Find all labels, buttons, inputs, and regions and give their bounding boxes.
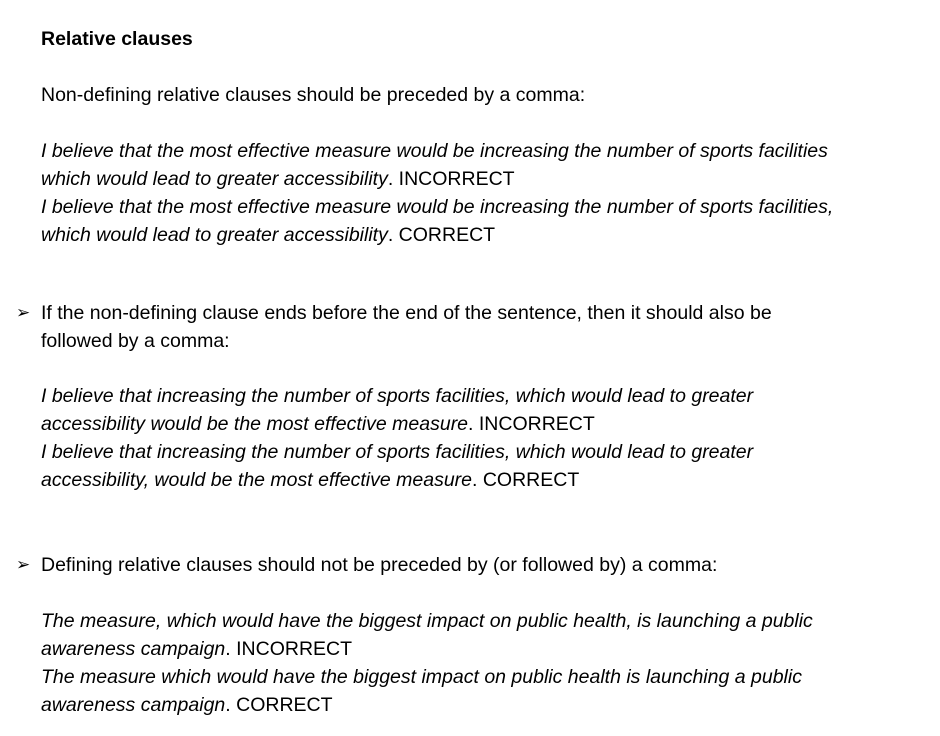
- example-2-correct-line-2: [41, 466, 921, 494]
- example-3-correct-line-1: [41, 663, 921, 691]
- example-1-correct-line-1: [41, 193, 921, 221]
- example-1-incorrect-label: . INCORRECT: [387, 168, 515, 190]
- example-3-correct-text-2: awareness campaign: [41, 694, 226, 716]
- example-block-3: [41, 607, 921, 719]
- rule-3-paragraph: [41, 551, 921, 579]
- example-1-incorrect-line-2: [41, 165, 921, 193]
- example-1-incorrect-line-1: [41, 137, 921, 165]
- example-block-2: [41, 382, 921, 494]
- bullet-arrow-icon: ➢: [16, 303, 31, 322]
- example-2-correct-text-2: accessibility, would be the most effective measure: [41, 469, 472, 491]
- rule-2-line-1: If the non-defining clause ends before the end of the sentence, then it should also be: [41, 302, 772, 324]
- example-2-incorrect-label: . INCORRECT: [468, 413, 595, 435]
- rule-2-paragraph: [41, 299, 921, 355]
- example-3-incorrect-line-1: [41, 607, 921, 635]
- section-heading: Relative clauses: [41, 28, 193, 50]
- example-2-correct-line-1: [41, 438, 921, 466]
- rule-3-line-1: Defining relative clauses should not be preceded by (or followed by) a comma:: [41, 554, 718, 576]
- example-1-correct-label: . CORRECT: [387, 224, 496, 246]
- example-3-correct-label: . CORRECT: [225, 694, 333, 716]
- example-1-correct-line-2: [41, 221, 921, 249]
- intro-paragraph: Non-defining relative clauses should be preceded by a comma:: [41, 84, 586, 106]
- example-3-incorrect-text-1: The measure, which would have the biggest impact on public health, is launching a public: [41, 610, 813, 632]
- example-1-correct-text-1: I believe that the most effective measure would be increasing the number of sports facilities,: [41, 196, 834, 218]
- example-2-correct-label: . CORRECT: [472, 469, 580, 491]
- example-block-1: [41, 137, 921, 249]
- example-1-incorrect-text-1: I believe that the most effective measure would be increasing the number of sports facilities: [41, 140, 828, 162]
- rule-2-line-2: followed by a comma:: [41, 330, 230, 352]
- example-3-incorrect-line-2: [41, 635, 921, 663]
- bullet-arrow-icon: ➢: [16, 555, 31, 574]
- example-2-incorrect-line-2: [41, 410, 921, 438]
- example-3-incorrect-label: . INCORRECT: [225, 638, 353, 660]
- example-3-correct-line-2: [41, 691, 921, 719]
- example-2-incorrect-line-1: [41, 382, 921, 410]
- example-1-incorrect-text-2: which would lead to greater accessibility: [41, 168, 388, 190]
- example-3-incorrect-text-2: awareness campaign: [41, 638, 226, 660]
- example-2-incorrect-text-2: accessibility would be the most effective measure: [41, 413, 469, 435]
- example-2-incorrect-text-1: I believe that increasing the number of sports facilities, which would lead to greater: [41, 385, 754, 407]
- example-1-correct-text-2: which would lead to greater accessibility: [41, 224, 388, 246]
- example-2-correct-text-1: I believe that increasing the number of sports facilities, which would lead to greater: [41, 441, 754, 463]
- example-3-correct-text-1: The measure which would have the biggest impact on public health is launching a public: [41, 666, 802, 688]
